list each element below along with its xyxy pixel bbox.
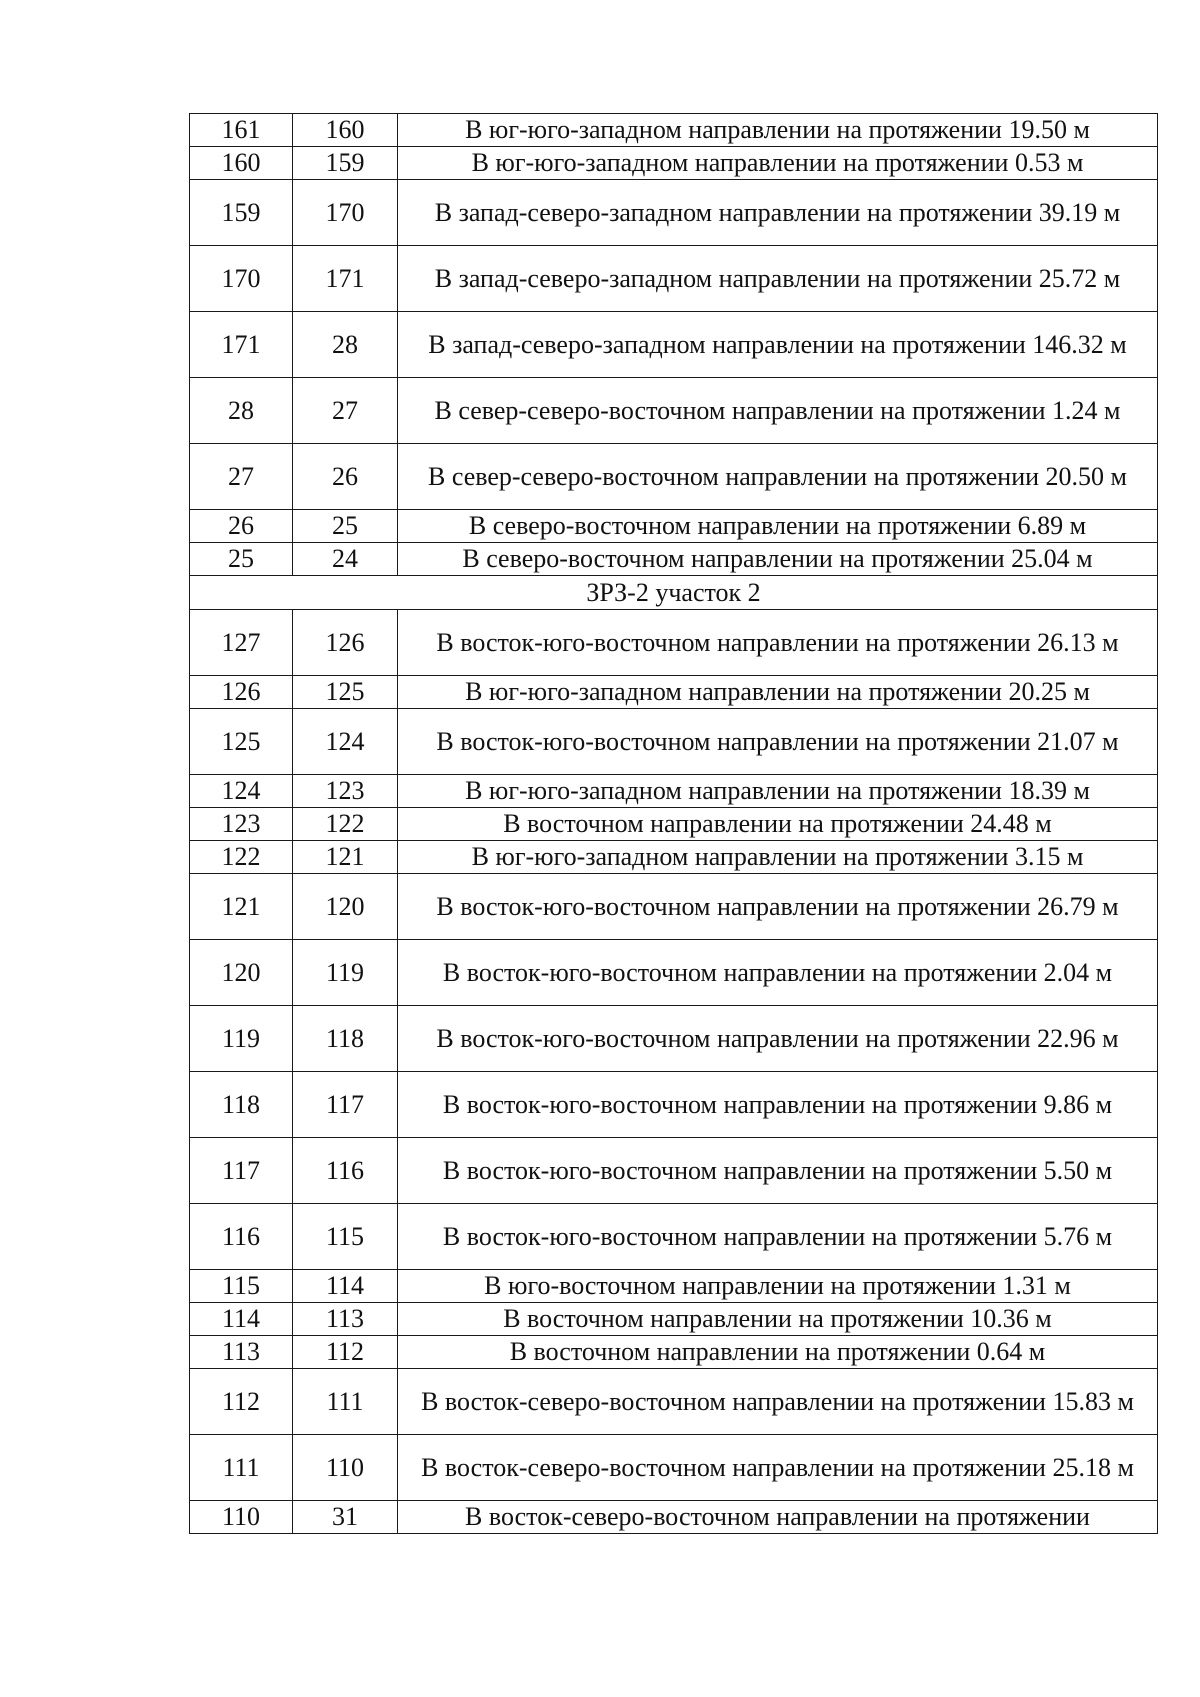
from-point-cell: 114 (190, 1303, 293, 1336)
table-row (190, 1270, 1158, 1303)
to-point-cell: 120 (293, 874, 398, 940)
from-point-cell: 26 (190, 510, 293, 543)
from-point-cell: 160 (190, 147, 293, 180)
table-row (190, 874, 1158, 940)
to-point-cell: 115 (293, 1204, 398, 1270)
direction-description-cell: В юг-юго-западном направлении на протяжении 3.15 м (398, 841, 1158, 874)
from-point-cell: 159 (190, 180, 293, 246)
to-point-cell: 124 (293, 709, 398, 775)
to-point-cell: 110 (293, 1435, 398, 1501)
table-row (190, 940, 1158, 1006)
direction-description-cell: В север-северо-восточном направлении на протяжении 1.24 м (398, 378, 1158, 444)
to-point-cell: 111 (293, 1369, 398, 1435)
direction-description-cell: В юг-юго-западном направлении на протяжении 0.53 м (398, 147, 1158, 180)
from-point-cell: 170 (190, 246, 293, 312)
from-point-cell: 126 (190, 676, 293, 709)
direction-description-cell: В юг-юго-западном направлении на протяжении 18.39 м (398, 775, 1158, 808)
to-point-cell: 160 (293, 114, 398, 147)
boundary-description-table (189, 113, 1158, 1534)
table-row (190, 709, 1158, 775)
to-point-cell: 26 (293, 444, 398, 510)
from-point-cell: 27 (190, 444, 293, 510)
from-point-cell: 125 (190, 709, 293, 775)
from-point-cell: 115 (190, 1270, 293, 1303)
from-point-cell: 121 (190, 874, 293, 940)
from-point-cell: 119 (190, 1006, 293, 1072)
from-point-cell: 25 (190, 543, 293, 576)
table-row (190, 676, 1158, 709)
to-point-cell: 126 (293, 610, 398, 676)
direction-description-cell: В запад-северо-западном направлении на протяжении 146.32 м (398, 312, 1158, 378)
from-point-cell: 118 (190, 1072, 293, 1138)
table-row (190, 114, 1158, 147)
from-point-cell: 123 (190, 808, 293, 841)
to-point-cell: 121 (293, 841, 398, 874)
from-point-cell: 112 (190, 1369, 293, 1435)
from-point-cell: 122 (190, 841, 293, 874)
direction-description-cell: В восток-юго-восточном направлении на протяжении 26.79 м (398, 874, 1158, 940)
to-point-cell: 118 (293, 1006, 398, 1072)
table-row (190, 378, 1158, 444)
to-point-cell: 27 (293, 378, 398, 444)
direction-description-cell: В восточном направлении на протяжении 0.64 м (398, 1336, 1158, 1369)
table-row (190, 180, 1158, 246)
from-point-cell: 120 (190, 940, 293, 1006)
to-point-cell: 114 (293, 1270, 398, 1303)
table-row (190, 543, 1158, 576)
table-row (190, 312, 1158, 378)
direction-description-cell: В восток-северо-восточном направлении на протяжении 15.83 м (398, 1369, 1158, 1435)
from-point-cell: 28 (190, 378, 293, 444)
to-point-cell: 170 (293, 180, 398, 246)
table-row (190, 1072, 1158, 1138)
to-point-cell: 113 (293, 1303, 398, 1336)
from-point-cell: 113 (190, 1336, 293, 1369)
direction-description-cell: В восток-юго-восточном направлении на протяжении 26.13 м (398, 610, 1158, 676)
direction-description-cell: В восточном направлении на протяжении 10.36 м (398, 1303, 1158, 1336)
direction-description-cell: В восток-юго-восточном направлении на протяжении 5.76 м (398, 1204, 1158, 1270)
from-point-cell: 127 (190, 610, 293, 676)
from-point-cell: 161 (190, 114, 293, 147)
from-point-cell: 111 (190, 1435, 293, 1501)
to-point-cell: 25 (293, 510, 398, 543)
to-point-cell: 171 (293, 246, 398, 312)
table-row (190, 1435, 1158, 1501)
table-row (190, 444, 1158, 510)
direction-description-cell: В запад-северо-западном направлении на протяжении 25.72 м (398, 246, 1158, 312)
table-row (190, 808, 1158, 841)
direction-description-cell: В восток-северо-восточном направлении на протяжении 25.18 м (398, 1435, 1158, 1501)
table-row (190, 147, 1158, 180)
table-row (190, 775, 1158, 808)
to-point-cell: 24 (293, 543, 398, 576)
table-row (190, 1138, 1158, 1204)
table-row (190, 1369, 1158, 1435)
direction-description-cell: В юго-восточном направлении на протяжении 1.31 м (398, 1270, 1158, 1303)
table-row (190, 1336, 1158, 1369)
section-header-row (190, 576, 1158, 610)
direction-description-cell: В восток-юго-восточном направлении на протяжении 21.07 м (398, 709, 1158, 775)
to-point-cell: 112 (293, 1336, 398, 1369)
to-point-cell: 28 (293, 312, 398, 378)
to-point-cell: 116 (293, 1138, 398, 1204)
from-point-cell: 124 (190, 775, 293, 808)
from-point-cell: 110 (190, 1501, 293, 1534)
table-row (190, 246, 1158, 312)
table-row (190, 1006, 1158, 1072)
from-point-cell: 171 (190, 312, 293, 378)
to-point-cell: 117 (293, 1072, 398, 1138)
direction-description-cell: В восточном направлении на протяжении 24.48 м (398, 808, 1158, 841)
to-point-cell: 125 (293, 676, 398, 709)
direction-description-cell: В восток-юго-восточном направлении на протяжении 9.86 м (398, 1072, 1158, 1138)
to-point-cell: 123 (293, 775, 398, 808)
direction-description-cell: В восток-северо-восточном направлении на протяжении (398, 1501, 1158, 1534)
direction-description-cell: В запад-северо-западном направлении на протяжении 39.19 м (398, 180, 1158, 246)
to-point-cell: 31 (293, 1501, 398, 1534)
direction-description-cell: В север-северо-восточном направлении на протяжении 20.50 м (398, 444, 1158, 510)
direction-description-cell: В северо-восточном направлении на протяжении 25.04 м (398, 543, 1158, 576)
table-row (190, 1501, 1158, 1534)
direction-description-cell: В восток-юго-восточном направлении на протяжении 2.04 м (398, 940, 1158, 1006)
to-point-cell: 159 (293, 147, 398, 180)
table-row (190, 1303, 1158, 1336)
table-row (190, 1204, 1158, 1270)
table-body (190, 114, 1158, 1534)
to-point-cell: 119 (293, 940, 398, 1006)
section-title: ЗРЗ-2 участок 2 (190, 576, 1158, 610)
from-point-cell: 117 (190, 1138, 293, 1204)
direction-description-cell: В юг-юго-западном направлении на протяжении 19.50 м (398, 114, 1158, 147)
direction-description-cell: В юг-юго-западном направлении на протяжении 20.25 м (398, 676, 1158, 709)
direction-description-cell: В восток-юго-восточном направлении на протяжении 5.50 м (398, 1138, 1158, 1204)
table-row (190, 841, 1158, 874)
to-point-cell: 122 (293, 808, 398, 841)
direction-description-cell: В восток-юго-восточном направлении на протяжении 22.96 м (398, 1006, 1158, 1072)
table-row (190, 510, 1158, 543)
table-row (190, 610, 1158, 676)
direction-description-cell: В северо-восточном направлении на протяжении 6.89 м (398, 510, 1158, 543)
from-point-cell: 116 (190, 1204, 293, 1270)
